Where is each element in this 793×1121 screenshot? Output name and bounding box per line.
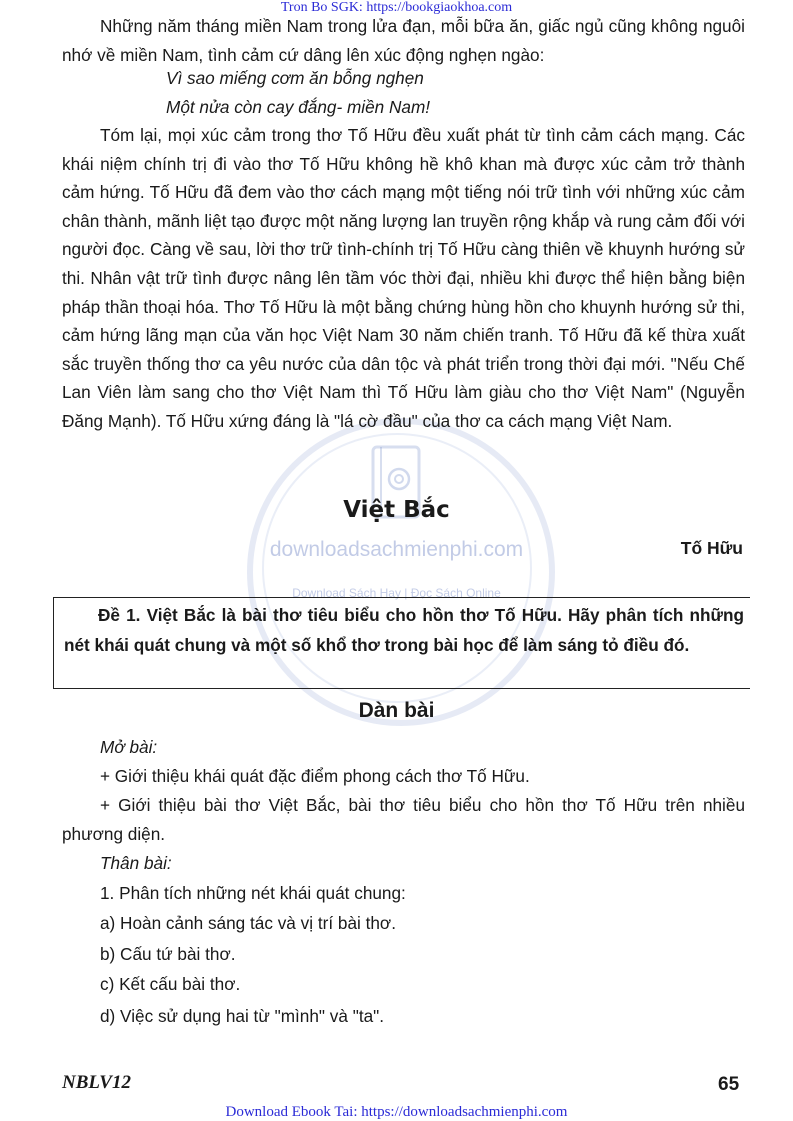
intro-label: Mở bài:: [100, 737, 158, 757]
body-point-d: d) Việc sử dụng hai từ "mình" và "ta".: [100, 1006, 385, 1026]
intro-point-2: + Giới thiệu bài thơ Việt Bắc, bài thơ tiêu biểu cho hồn thơ Tố Hữu trên nhiều phương diện.: [62, 795, 745, 844]
body-point-a: a) Hoàn cảnh sáng tác và vị trí bài thơ.: [100, 913, 396, 933]
page-number: 65: [718, 1074, 740, 1095]
header-link[interactable]: Tron Bo SGK: https://bookgiaokhoa.com: [280, 0, 513, 15]
watermark-site: downloadsachmienphi.com: [269, 538, 524, 561]
download-link[interactable]: Download Ebook Tai: https://downloadsachmienphi.com: [225, 1104, 568, 1120]
watermark-tagline: Download Sách Hay | Đọc Sách Online: [292, 586, 501, 600]
verse-line-1: Vì sao miếng cơm ăn bỗng nghẹn: [166, 68, 424, 88]
body-point-b: b) Cấu tứ bài thơ.: [100, 944, 236, 964]
body-point-1: 1. Phân tích những nét khái quát chung:: [100, 883, 406, 903]
poem-author: Tố Hữu: [680, 538, 743, 558]
body-point-c: c) Kết cấu bài thơ.: [100, 974, 241, 994]
summary-paragraph: Tóm lại, mọi xúc cảm trong thơ Tố Hữu đều xuất phát từ tình cảm cách mạng. Các khái niệm chính trị đi vào thơ Tố Hữu không hề khô khan mà được xúc cảm trở thành cảm hứng. Tố Hữu đã đem vào thơ cách mạng một tiếng nói trữ tình với những xúc cảm chân thành, mãnh liệt tạo được một năng lượng lan truyền rộng khắp và rung cảm đối với người đọc. Càng về sau, lời thơ trữ tình-chính trị Tố Hữu càng thiên về khuynh hướng sử thi. Nhân vật trữ tình được nâng lên tầm vóc thời đại, nhiều khi được thể hiện bằng biện pháp thần thoại hóa. Thơ Tố Hữu là một bằng chứng hùng hồn cho khuynh hướng sử thi, cảm hứng lãng mạn của văn học Việt Nam 30 năm chiến tranh. Tố Hữu đã kế thừa xuất sắc truyền thống thơ ca yêu nước của dân tộc và phát triển trong thời đại mới. "Nếu Chế Lan Viên làm sang cho thơ Việt Nam thì Tố Hữu làm giàu cho thơ Việt Nam" (Nguyễn Đăng Mạnh). Tố Hữu xứng đáng là "lá cờ đầu" của thơ ca cách mạng Việt Nam.: [62, 125, 745, 431]
outline-title: Dàn bài: [358, 699, 435, 722]
intro-paragraph: Những năm tháng miền Nam trong lửa đạn, mỗi bữa ăn, giấc ngủ cũng không nguôi nhớ về miền Nam, tình cảm cứ dâng lên xúc động nghẹn ngào:: [62, 16, 745, 65]
verse-line-2: Một nửa còn cay đắng- miền Nam!: [166, 97, 431, 117]
question-text: Đề 1. Việt Bắc là bài thơ tiêu biểu cho hồn thơ Tố Hữu. Hãy phân tích những nét khái quát chung và một số khổ thơ trong bài học để làm sáng tỏ điều đó.: [64, 605, 744, 655]
intro-point-1: + Giới thiệu khái quát đặc điểm phong cách thơ Tố Hữu.: [100, 766, 530, 786]
body-label: Thân bài:: [100, 853, 172, 873]
poem-title: Việt Bắc: [343, 497, 450, 523]
book-code: NBLV12: [62, 1072, 131, 1093]
